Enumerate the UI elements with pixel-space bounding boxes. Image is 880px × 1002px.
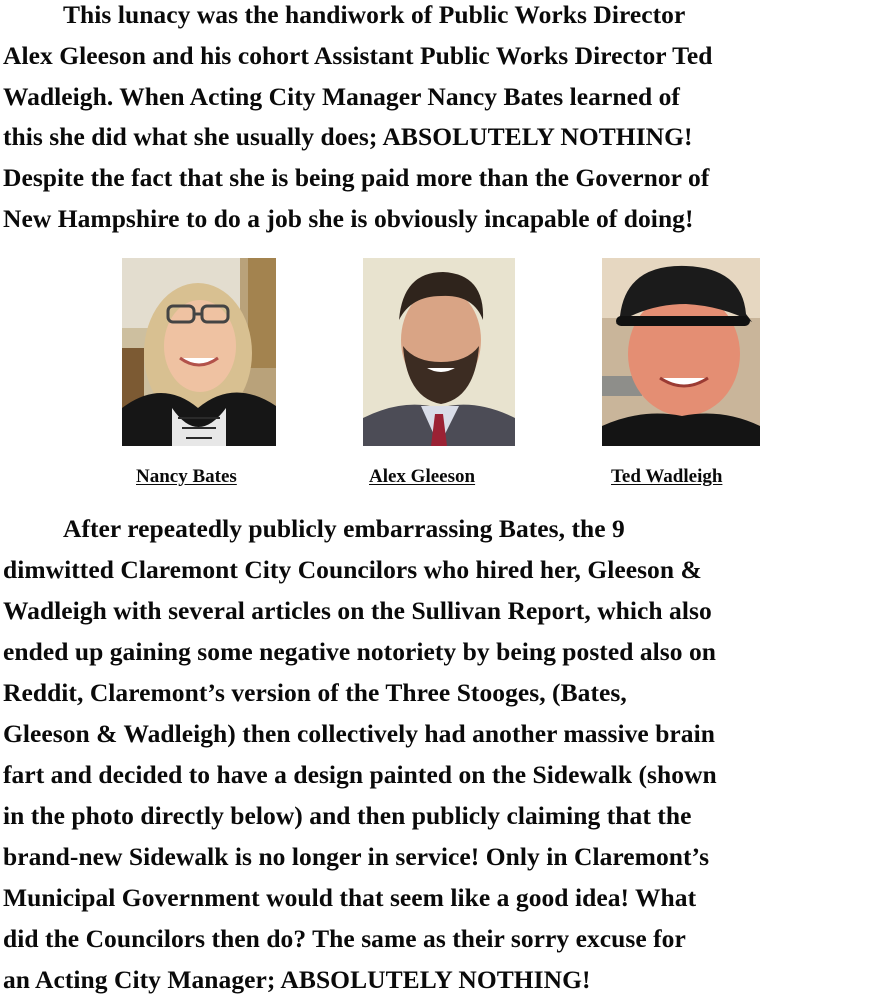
paragraph-2-line: an Acting City Manager; ABSOLUTELY NOTHING!: [3, 965, 591, 994]
alex-gleeson-photo: [363, 258, 515, 446]
paragraph-2-line: dimwitted Claremont City Councilors who hired her, Gleeson &: [3, 555, 702, 584]
paragraph-2-line: did the Councilors then do? The same as their sorry excuse for: [3, 924, 686, 953]
paragraph-2-line: After repeatedly publicly embarrassing Bates, the 9: [63, 514, 625, 543]
alex-gleeson-portrait: [363, 258, 515, 446]
photo-caption: Nancy Bates: [136, 466, 237, 487]
paragraph-1-line: Alex Gleeson and his cohort Assistant Public Works Director Ted: [3, 41, 713, 70]
paragraph-1-line: this she did what she usually does; ABSOLUTELY NOTHING!: [3, 122, 693, 151]
paragraph-1-line: Despite the fact that she is being paid more than the Governor of: [3, 163, 710, 192]
paragraph-2-line: Municipal Government would that seem like a good idea! What: [3, 883, 697, 912]
nancy-bates-portrait: [122, 258, 276, 446]
ted-wadleigh-portrait: [602, 258, 760, 446]
paragraph-2-line: in the photo directly below) and then publicly claiming that the: [3, 801, 692, 830]
paragraph-2-line: Gleeson & Wadleigh) then collectively had another massive brain: [3, 719, 715, 748]
paragraph-2-line: Wadleigh with several articles on the Sullivan Report, which also: [3, 596, 712, 625]
paragraph-2-line: brand-new Sidewalk is no longer in service! Only in Claremont’s: [3, 842, 710, 871]
paragraph-2-line: ended up gaining some negative notoriety by being posted also on: [3, 637, 717, 666]
paragraph-1-line: This lunacy was the handiwork of Public Works Director: [63, 0, 686, 29]
paragraph-1-line: Wadleigh. When Acting City Manager Nancy Bates learned of: [3, 82, 680, 111]
paragraph-2-line: fart and decided to have a design painted on the Sidewalk (shown: [3, 760, 717, 789]
paragraph-2-line: Reddit, Claremont’s version of the Three Stooges, (Bates,: [3, 678, 627, 707]
paragraph-1-line: New Hampshire to do a job she is obviously incapable of doing!: [3, 204, 694, 233]
ted-wadleigh-photo: [602, 258, 760, 446]
photo-caption: Alex Gleeson: [369, 466, 476, 487]
nancy-bates-photo: [122, 258, 276, 446]
photo-caption: Ted Wadleigh: [611, 466, 723, 487]
